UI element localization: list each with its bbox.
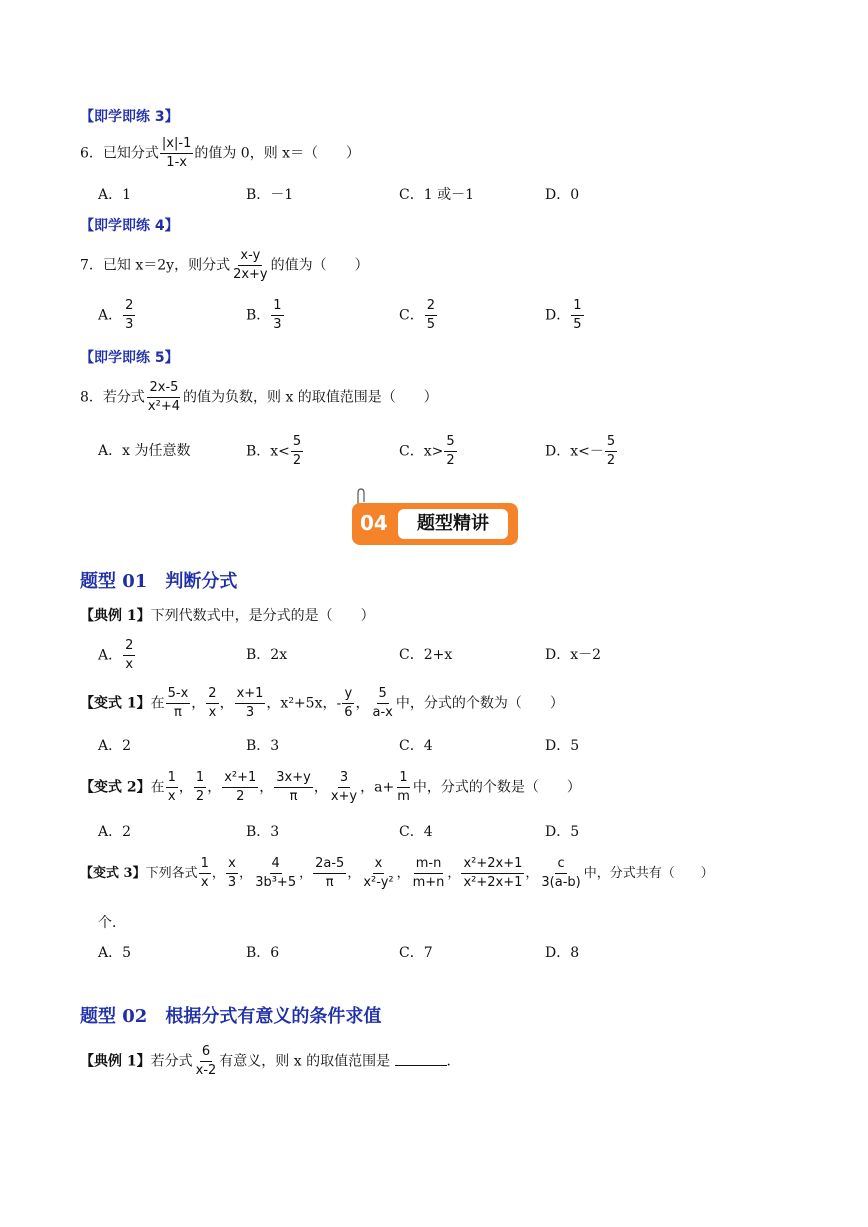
- type02-ex1-den: x-2: [195, 1063, 217, 1078]
- q8-suffix: 的值为负数，则 x 的取值范围是（ ）: [183, 389, 438, 406]
- var2-frac-2: [194, 770, 206, 805]
- var3-frac-6: [411, 856, 447, 891]
- var1-option-a: A．2: [98, 738, 132, 754]
- var2-frac-4: [274, 770, 313, 805]
- question-7: [80, 248, 369, 283]
- q6-option-a: A．1: [98, 187, 132, 203]
- q7-option-d-fraction: [571, 298, 583, 333]
- type01-variant-2: 【变式 2】在 $\frac{1}{x}$ ， $\frac{1}{2}$ ， $\frac{\text{x²+1}}{2}$ ， $\frac{3x+y}{\pi}$ ， $\frac{3}{x+y}$ ，a+ $\frac{1}{m}$ 中，分式的个数是（ ）: [80, 770, 581, 804]
- var2-option-a: A．2: [98, 824, 132, 840]
- type-02-heading: 题型 02 根据分式有意义的条件求值: [80, 1006, 382, 1027]
- q7-denominator: 2x+y: [233, 267, 268, 282]
- type-01-heading: 题型 01 判断分式: [80, 571, 238, 592]
- q8-c-num: 5: [444, 434, 456, 452]
- q7-d-num: 1: [571, 298, 583, 316]
- ex1-option-a-label: A．: [98, 647, 123, 664]
- q7-d-den: 5: [573, 317, 582, 332]
- var3-f2-den: 3: [227, 875, 237, 890]
- q8-denominator: x²+4: [147, 399, 180, 414]
- var3-f4-den: π: [325, 875, 334, 890]
- var2-f4-num: 3x+y: [274, 770, 313, 788]
- var2-option-c: C．4: [399, 824, 433, 840]
- var2-f3-den: 2: [236, 789, 245, 804]
- var1-f5-num: 5: [377, 686, 389, 704]
- ex1-text: 下列代数式中，是分式的是（ ）: [150, 608, 375, 624]
- ex1-option-d: D．x－2: [545, 647, 602, 663]
- var2-f3-num: x²+1: [222, 770, 258, 788]
- q7-c-den: 5: [426, 317, 435, 332]
- type01-variant-1: 【变式 1】在 $\frac{5-x}{\pi}$ ， $\frac{2}{x}$ ， $\frac{x+1}{3}$ ，x²+5x，- $\frac{y}{6}$ ， $\frac{5}{a-x}$ 中，分式的个数为（ ）: [80, 686, 564, 720]
- badge-title: 题型精讲: [398, 509, 508, 539]
- q8-option-b: [246, 434, 304, 469]
- var1-f5-den: a-x: [372, 705, 393, 720]
- var3-f7-den: x²+2x+1: [463, 875, 523, 890]
- ex1-tag: 【典例 1】: [80, 608, 151, 624]
- ex1-option-b: B．2x: [246, 647, 288, 663]
- type02-ex1-num: 6: [200, 1044, 212, 1062]
- var1-f3-den: 3: [245, 705, 255, 720]
- var3-frac-5: [361, 856, 395, 891]
- var2-f6-num: 1: [397, 770, 409, 788]
- q7-option-c-label: C．: [399, 307, 424, 324]
- q7-option-b-label: B．: [246, 307, 271, 324]
- var3-option-a: A．5: [98, 945, 132, 961]
- section-badge: [352, 503, 518, 545]
- q7-suffix: 的值为（ ）: [270, 257, 369, 274]
- q8-option-a: A．x 为任意数: [98, 443, 191, 459]
- var3-f7-num: x²+2x+1: [461, 856, 524, 874]
- var2-f5-den: x+y: [330, 789, 358, 804]
- q6-numerator: |x|-1: [160, 136, 193, 154]
- var3-f5-num: x: [373, 856, 385, 874]
- q6-suffix: 的值为 0，则 x＝（ ）: [194, 145, 361, 162]
- var2-frac-5: [329, 770, 359, 805]
- q6-option-d: D．0: [545, 187, 580, 203]
- section-tag-4: 【即学即练 4】: [80, 218, 179, 234]
- var1-frac-4: [342, 686, 354, 721]
- q7-option-a-label: A．: [98, 307, 123, 324]
- q8-b-den: 2: [292, 453, 302, 468]
- ex1-a-num: 2: [123, 638, 135, 656]
- var1-option-d: D．5: [545, 738, 580, 754]
- badge-number: 04: [360, 511, 388, 535]
- var2-frac-6: [395, 770, 412, 805]
- var1-f4-den: 6: [344, 705, 353, 720]
- var2-f6-prefix: a+: [374, 779, 395, 796]
- var1-option-c: C．4: [399, 738, 433, 754]
- var3-prefix: 下列各式: [145, 866, 198, 881]
- var3-option-b: B．6: [246, 945, 280, 961]
- var3-frac-4: [313, 856, 346, 891]
- q7-option-b: [246, 298, 285, 333]
- var1-tag: 【变式 1】: [80, 695, 151, 712]
- q8-b-num: 5: [291, 434, 303, 452]
- var1-f4-num: y: [342, 686, 354, 704]
- type02-ex1-fraction: [194, 1044, 219, 1079]
- var2-f1-num: 1: [166, 770, 178, 788]
- q8-numerator: 2x-5: [147, 380, 180, 398]
- var3-f2-num: x: [226, 856, 238, 874]
- var2-prefix: 在: [150, 779, 165, 796]
- var1-frac-2: [206, 686, 218, 721]
- type02-ex1-end: ．: [446, 1053, 461, 1070]
- q7-a-den: 3: [125, 317, 134, 332]
- q6-prefix: 6．已知分式: [80, 145, 159, 162]
- var1-option-b: B．3: [246, 738, 280, 754]
- type02-ex1-prefix: 若分式: [150, 1053, 193, 1070]
- question-6: [80, 136, 360, 171]
- var3-tag: 【变式 3】: [80, 866, 146, 881]
- q8-option-d-label: D．x<－: [545, 443, 604, 460]
- var3-line-2: 个．: [98, 915, 126, 931]
- q8-option-b-fraction: [291, 434, 303, 469]
- type02-example-1: [80, 1044, 461, 1079]
- var3-frac-7: [461, 856, 524, 891]
- q7-option-c-fraction: [425, 298, 437, 333]
- q7-c-num: 2: [425, 298, 437, 316]
- section-tag-3: 【即学即练 3】: [80, 109, 179, 125]
- q7-numerator: x-y: [238, 248, 262, 266]
- var1-f1-den: π: [174, 705, 182, 720]
- q7-a-num: 2: [123, 298, 135, 316]
- var1-frac-3: [235, 686, 266, 721]
- var3-f6-den: m+n: [412, 875, 445, 890]
- var3-frac-2: [226, 856, 238, 891]
- type02-ex1-tag: 【典例 1】: [80, 1053, 151, 1070]
- q6-fraction: [160, 136, 193, 171]
- q7-option-d-label: D．: [545, 307, 571, 324]
- var1-frac-1: [166, 686, 191, 721]
- var1-f2-num: 2: [206, 686, 218, 704]
- var2-frac-3: [222, 770, 258, 805]
- section-tag-5: 【即学即练 5】: [80, 350, 179, 366]
- var3-f4-num: 2a-5: [313, 856, 346, 874]
- var2-f2-num: 1: [194, 770, 206, 788]
- q7-b-den: 3: [273, 317, 282, 332]
- var3-option-d: D．8: [545, 945, 580, 961]
- q8-option-d-fraction: [605, 434, 617, 469]
- var3-f8-num: c: [555, 856, 566, 874]
- type02-ex1-suffix: 有意义，则 x 的取值范围是: [219, 1053, 391, 1070]
- question-8: [80, 380, 438, 415]
- type01-variant-3: 【变式 3】下列各式 $\frac{1}{x}$ ， $\frac{x}{3}$ ， $\frac{4}{\text{3b³+5}}$ ， $\frac{2a-5}{\pi}$ ， $\frac{x}{\text{x²-y²}}$ ， $\frac{m-n}{m+n}$ ， $\frac{\text{x²+2x+1}}{\text{x²+2x+1}}$ ， $\frac{c}{3(a-b)}$ 中，分式共有（ ）: [80, 856, 714, 890]
- var3-frac-8: [539, 856, 582, 891]
- var2-f4-den: π: [289, 789, 298, 804]
- q7-option-a-fraction: [123, 298, 135, 333]
- var3-frac-3: [253, 856, 298, 891]
- ex1-option-a-fraction: [123, 638, 135, 673]
- q8-c-den: 2: [446, 453, 455, 468]
- answer-blank[interactable]: [395, 1051, 447, 1066]
- var3-f1-den: x: [200, 875, 209, 890]
- var3-f5-den: x²-y²: [363, 875, 394, 890]
- q7-option-b-fraction: [271, 298, 283, 333]
- q7-fraction: [231, 248, 270, 283]
- var3-f3-num: 4: [270, 856, 282, 874]
- var2-f6-den: m: [397, 789, 410, 804]
- var2-suffix: 中，分式的个数是（ ）: [412, 779, 581, 796]
- q8-fraction: [146, 380, 182, 415]
- var3-frac-1: [199, 856, 211, 891]
- var2-f2-den: 2: [195, 789, 205, 804]
- var2-option-d: D．5: [545, 824, 580, 840]
- var1-f4-sign: -: [336, 695, 342, 712]
- var2-f1-den: x: [167, 789, 176, 804]
- var3-suffix: 中，分式共有（ ）: [583, 866, 714, 881]
- q7-option-d: [545, 298, 585, 333]
- var3-f6-num: m-n: [414, 856, 444, 874]
- var3-option-c: C．7: [399, 945, 433, 961]
- type01-example-1: [80, 606, 375, 626]
- q8-option-c: [399, 434, 458, 469]
- q8-option-c-fraction: [444, 434, 456, 469]
- var2-tag: 【变式 2】: [80, 779, 151, 796]
- var3-f8-den: 3(a-b): [541, 875, 581, 890]
- q8-option-c-label: C．x>: [399, 443, 444, 460]
- q8-option-d: [545, 434, 618, 469]
- q6-option-c: C．1 或－1: [399, 187, 474, 203]
- q8-d-num: 5: [605, 434, 617, 452]
- var1-frac-5: [370, 686, 394, 721]
- q7-option-c: [399, 298, 438, 333]
- var3-f3-den: 3b³+5: [255, 875, 297, 890]
- var1-mid: x²+5x，: [280, 695, 337, 712]
- var2-frac-1: [166, 770, 178, 805]
- var3-f1-num: 1: [199, 856, 211, 874]
- var1-prefix: 在: [150, 695, 165, 712]
- q7-b-num: 1: [271, 298, 283, 316]
- var1-f1-num: 5-x: [166, 686, 191, 704]
- q8-d-den: 2: [606, 453, 616, 468]
- var2-option-b: B．3: [246, 824, 280, 840]
- q8-option-b-label: B．x<: [246, 443, 290, 460]
- q7-option-a: [98, 298, 136, 333]
- var2-f5-num: 3: [338, 770, 350, 788]
- var1-f2-den: x: [208, 705, 217, 720]
- ex1-option-c: C．2+x: [399, 647, 453, 663]
- q6-option-b: B．－1: [246, 187, 294, 203]
- q8-prefix: 8．若分式: [80, 389, 145, 406]
- ex1-a-den: x: [125, 657, 134, 672]
- ex1-option-a: [98, 638, 136, 673]
- q6-denominator: 1-x: [166, 155, 187, 170]
- var1-suffix: 中，分式的个数为（ ）: [395, 695, 564, 712]
- q7-prefix: 7．已知 x＝2y，则分式: [80, 257, 231, 274]
- var1-f3-num: x+1: [235, 686, 266, 704]
